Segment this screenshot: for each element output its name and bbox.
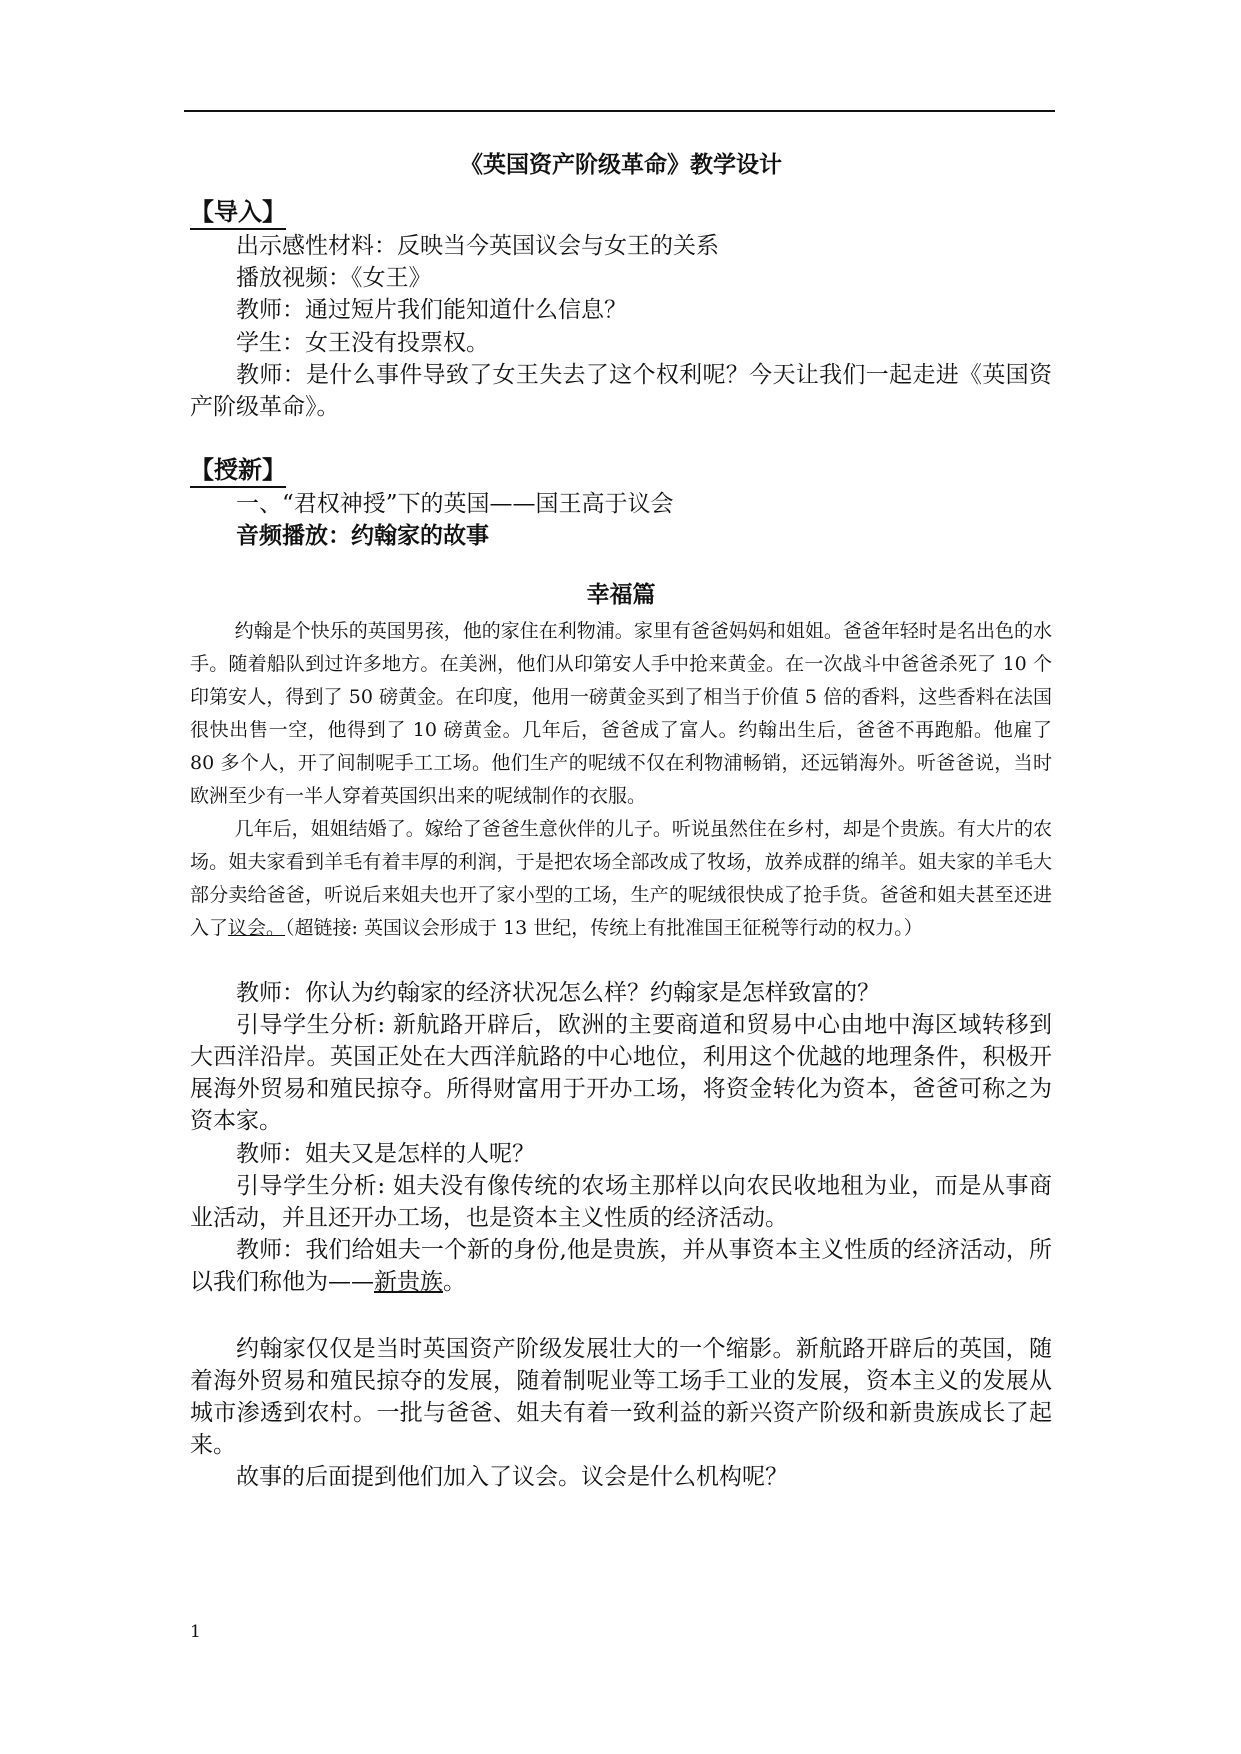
intro-heading: 【导入】 bbox=[190, 195, 286, 230]
document-title: 《英国资产阶级革命》教学设计 bbox=[460, 151, 782, 178]
story-text: 几年后，姐姐结婚了。嫁给了爸爸生意伙伴的儿子。听说虽然住在乡村，却是个贵族。有大片的农场。姐夫家看到羊毛有着丰厚的利润，于是把农场全部改成了牧场，放养成群的绵羊。姐夫家的羊毛大部分卖给爸爸，听说后来姐夫也开了家小型的工场，生产的呢绒很快成了抢手货。爸爸和姐夫甚至还进入了 bbox=[190, 817, 1052, 939]
story-title: 幸福篇 bbox=[586, 580, 656, 608]
intro-line: 教师：是什么事件导致了女王失去了这个权利呢？今天让我们一起走进《英国资产阶级革命》。 bbox=[190, 361, 1052, 421]
summary-question: 故事的后面提到他们加入了议会。议会是什么机构呢？ bbox=[236, 1464, 788, 1491]
spacer bbox=[190, 945, 1052, 977]
teaching-section bbox=[190, 453, 1052, 488]
discussion-line: 引导学生分析: 姐夫没有像传统的农场主那样以向农民收地租为业，而是从事商业活动，并且还开办工场，也是资本主义性质的经济活动。 bbox=[190, 1172, 1052, 1232]
document-body bbox=[190, 143, 1052, 1494]
parliament-hyperlink[interactable]: 议会。 bbox=[228, 916, 286, 939]
header-rule bbox=[184, 110, 1055, 112]
discussion-line: 教师：你认为约翰家的经济状况怎么样？约翰家是怎样致富的？ bbox=[236, 979, 880, 1006]
story-paragraph: 约翰是个快乐的英国男孩，他的家住在利物浦。家里有爸爸妈妈和姐姐。爸爸年轻时是名出色的水手。随着船队到过许多地方。在美洲，他们从印第安人手中抢来黄金。在一次战斗中爸爸杀死了 10 个印第安人，得到了 50 磅黄金。在印度，他用一磅黄金买到了相当于价值 5 倍的香料，这些香料在法国很快出售一空，他得到了 10 磅黄金。几年后，爸爸成了富人。约翰出生后，爸爸不再跑船。他雇了 80 多个人，开了间制呢手工工场。他们生产的呢绒不仅在利物浦畅销，还远销海外。听爸爸说，当时欧洲至少有一半人穿着英国织出来的呢绒制作的衣服。 bbox=[190, 619, 1052, 807]
discussion-text: 教师：我们给姐夫一个新的身份,他是贵族，并从事资本主义性质的经济活动，所以我们称他为—— bbox=[190, 1237, 1052, 1296]
story-paragraph bbox=[190, 813, 1052, 945]
summary-paragraph: 约翰家仅仅是当时英国资产阶级发展壮大的一个缩影。新航路开辟后的英国，随着海外贸易和殖民掠夺的发展，随着制呢业等工场手工业的发展，资本主义的发展从城市渗透到农村。一批与爸爸、姐夫有着一致利益的新兴资产阶级和新贵族成长了起来。 bbox=[190, 1335, 1052, 1459]
discussion-text: 。 bbox=[443, 1269, 466, 1296]
intro-line: 学生：女王没有投票权。 bbox=[236, 329, 489, 356]
intro-line: 教师：通过短片我们能知道什么信息？ bbox=[236, 297, 627, 324]
story-text: （超链接: 英国议会形成于 13 世纪，传统上有批准国王征税等行动的权力。） bbox=[285, 916, 923, 939]
intro-line: 播放视频：《女王》 bbox=[236, 265, 432, 292]
discussion-line: 教师：姐夫又是怎样的人呢？ bbox=[236, 1140, 535, 1167]
section-subtitle: 一、“君权神授”下的英国——国王高于议会 bbox=[236, 491, 674, 518]
new-nobility-term: 新贵族 bbox=[374, 1269, 443, 1296]
discussion-line: 引导学生分析: 新航路开辟后，欧洲的主要商道和贸易中心由地中海区域转移到大西洋沿岸。英国正处在大西洋航路的中心地位，利用这个优越的地理条件，积极开展海外贸易和殖民掠夺。所得财富用于开办工场，将资金转化为资本，爸爸可称之为资本家。 bbox=[190, 1011, 1052, 1135]
intro-line: 出示感性材料：反映当今英国议会与女王的关系 bbox=[236, 233, 719, 259]
page-number: 1 bbox=[190, 1622, 201, 1642]
audio-line: 音频播放：约翰家的故事 bbox=[236, 522, 489, 550]
teaching-heading: 【授新】 bbox=[190, 453, 286, 488]
discussion-line bbox=[190, 1234, 1052, 1298]
spacer bbox=[190, 1299, 1052, 1333]
intro-section bbox=[190, 195, 1052, 230]
